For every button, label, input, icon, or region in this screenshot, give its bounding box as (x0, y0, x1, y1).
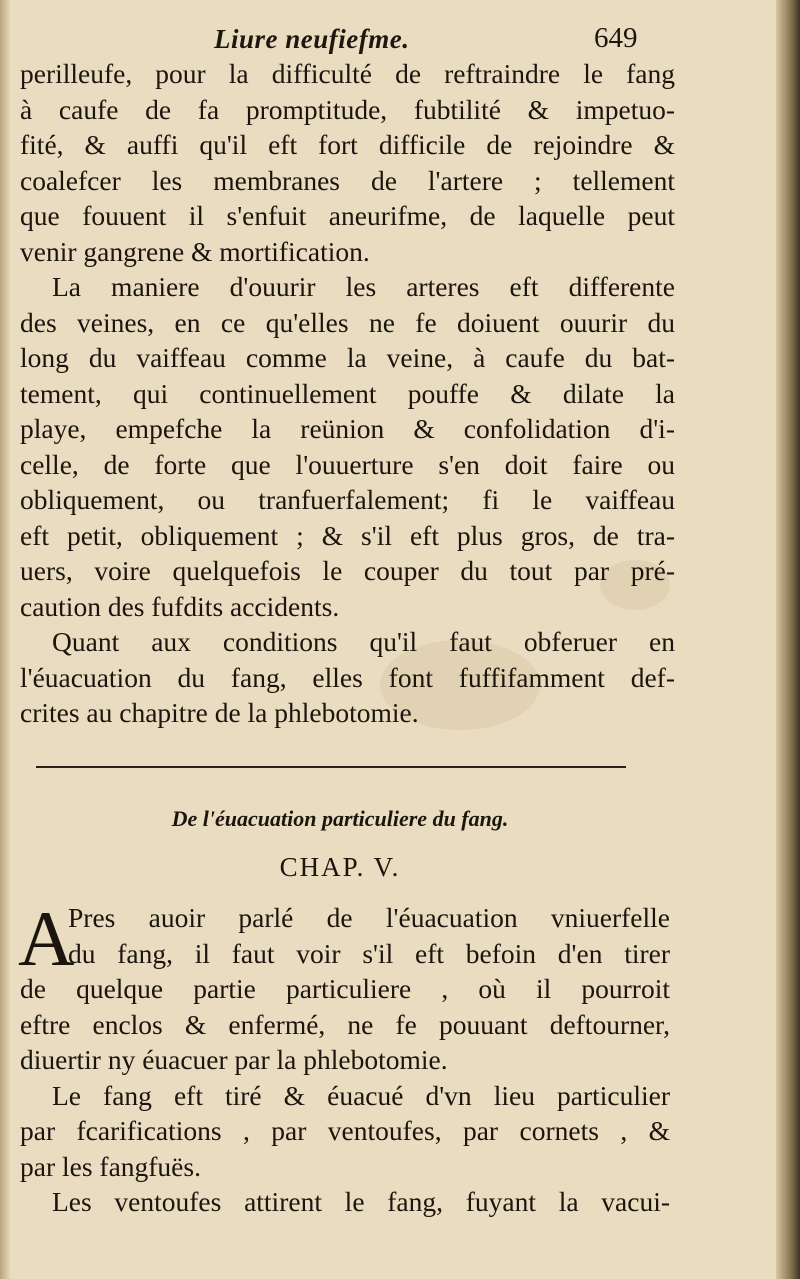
text-line: caution des fufdits accidents. (20, 590, 340, 622)
page-number: 649 (594, 22, 638, 54)
text-line: par fcarifications , par ventoufes, par cornets , & (20, 1115, 670, 1146)
text-line: tement, qui continuellement pouffe & dilate la (20, 377, 675, 409)
text-line: perilleufe, pour la difficulté de reftraindre le fang (20, 58, 675, 89)
text-line: Quant aux conditions qu'il faut obferuer en (52, 626, 675, 657)
text-line: diuertir ny éuacuer par la phlebotomie. (20, 1044, 448, 1075)
text-line: coalefcer les membranes de l'artere ; tellement (20, 164, 675, 196)
chapter-body-text (18, 895, 670, 1220)
text-line: par les fangfuës. (20, 1150, 201, 1182)
page-edge-shadow (776, 0, 800, 1279)
drop-cap: A (18, 895, 75, 982)
text-line: Les ventoufes attirent le fang, fuyant la vacui- (52, 1186, 670, 1217)
chapter-number: CHAP. V. (279, 852, 401, 882)
text-line: à caufe de fa promptitude, fubtilité & impetuo- (20, 93, 675, 125)
text-line: de quelque partie particuliere , où il pourroit (20, 973, 670, 1004)
text-line: Pres auoir parlé de l'éuacuation vniuerfelle (68, 902, 670, 933)
text-line: l'éuacuation du fang, elles font fuffifamment def- (20, 661, 675, 693)
body-text (20, 56, 675, 731)
text-line: que fouuent il s'enfuit aneurifme, de laquelle peut (20, 200, 675, 231)
text-line: La maniere d'ouurir les arteres eft differente (52, 271, 675, 302)
text-line: obliquement, ou tranfuerfalement; fi le vaiffeau (20, 484, 675, 515)
text-line: Le fang eft tiré & éuacué d'vn lieu particulier (52, 1079, 670, 1111)
text-line: uers, voire quelquefois le couper du tout par pré- (20, 555, 675, 586)
text-line: crites au chapitre de la phlebotomie. (20, 697, 419, 728)
section-divider (36, 766, 626, 768)
text-line: eftre enclos & enfermé, ne fe pouuant deftourner, (20, 1008, 670, 1040)
text-line: du fang, il faut voir s'il eft befoin d'en tirer (68, 937, 670, 969)
text-line: playe, empefche la reünion & confolidation d'i- (20, 413, 675, 444)
text-line: fité, & auffi qu'il eft fort difficile de rejoindre & (20, 129, 675, 160)
text-line: venir gangrene & mortification. (20, 235, 370, 267)
page-gutter (0, 0, 10, 1279)
text-line: long du vaiffeau comme la veine, à caufe du bat- (20, 342, 675, 373)
text-line: celle, de forte que l'ouuerture s'en doit faire ou (20, 448, 675, 480)
text-line: des veines, en ce qu'elles ne fe doiuent ouurir du (20, 306, 675, 338)
text-line: eft petit, obliquement ; & s'il eft plus gros, de tra- (20, 519, 675, 551)
running-head-title: Liure neufiefme. (214, 24, 410, 54)
chapter-title: De l'éuacuation particuliere du fang. (171, 806, 509, 831)
